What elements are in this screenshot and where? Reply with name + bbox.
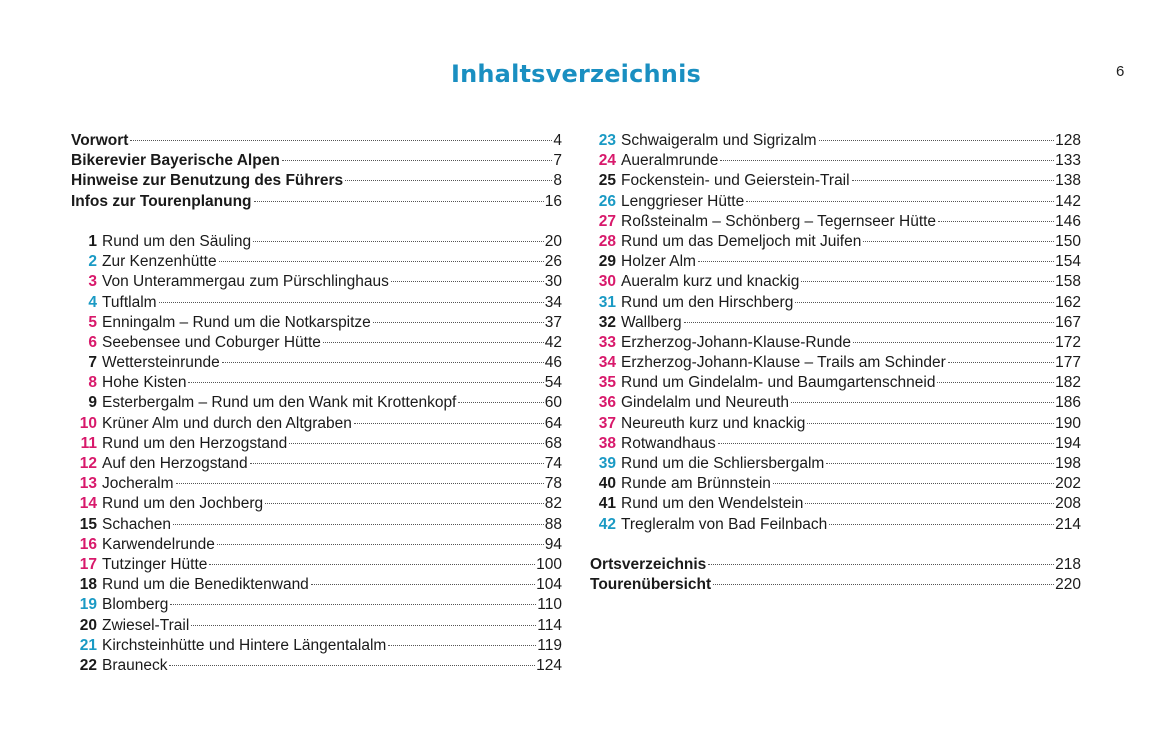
toc-entry-tour[interactable]: [590, 494, 1081, 514]
page-ref: 104: [536, 576, 562, 594]
dot-leader: [173, 524, 544, 525]
tour-list-right: [590, 131, 1081, 535]
page-ref: 78: [544, 475, 562, 493]
tour-title: Neureuth kurz und knackig: [621, 414, 806, 432]
page-ref: 54: [544, 374, 562, 392]
section-title: Hinweise zur Benutzung des Führers: [71, 172, 344, 190]
toc-entry-tour[interactable]: [590, 252, 1081, 272]
tour-number: 25: [598, 172, 616, 190]
tour-title: Kirchsteinhütte und Hintere Längentalalm: [102, 636, 387, 654]
tour-number: 27: [598, 212, 616, 230]
toc-entry[interactable]: [590, 575, 1081, 595]
tour-number: 23: [598, 132, 616, 149]
page-ref: 110: [537, 596, 562, 614]
tour-title: Enningalm – Rund um die Notkarspitze: [102, 313, 371, 331]
page-ref: 100: [536, 555, 562, 573]
tour-number: 33: [598, 333, 616, 351]
page-number: 6: [1116, 63, 1125, 80]
tour-title: Rund um die Benediktenwand: [102, 576, 309, 594]
dot-leader: [826, 463, 1054, 464]
toc-entry-tour[interactable]: [71, 434, 562, 454]
tour-title: Rund um den Säuling: [102, 232, 252, 250]
toc-entry-tour[interactable]: [71, 555, 562, 575]
tour-title: Rund um die Schliersbergalm: [621, 455, 825, 472]
toc-entry-tour[interactable]: [71, 272, 562, 292]
tour-title: Tuftlalm: [102, 293, 157, 311]
tour-number: 24: [598, 152, 616, 170]
toc-entry-tour[interactable]: [590, 434, 1081, 454]
toc-entry-tour[interactable]: [590, 353, 1081, 373]
toc-entry-tour[interactable]: [590, 212, 1081, 232]
tour-title: Krüner Alm und durch den Altgraben: [102, 414, 352, 432]
page-title: Inhaltsverzeichnis: [450, 60, 702, 88]
tour-title: Rund um den Wendelstein: [621, 495, 804, 513]
dot-leader: [265, 503, 544, 504]
tour-number: 15: [79, 515, 97, 533]
page-ref: 167: [1055, 313, 1081, 331]
page-ref: 218: [1055, 555, 1081, 573]
toc-entry-tour[interactable]: [590, 414, 1081, 434]
toc-entry-tour[interactable]: [590, 515, 1081, 535]
page-ref: 158: [1055, 273, 1081, 291]
tour-title: Aueralm kurz und knackig: [621, 273, 800, 291]
dot-leader: [713, 584, 1054, 585]
page-ref: 74: [544, 455, 562, 472]
dot-leader: [795, 302, 1054, 303]
toc-entry-tour[interactable]: [590, 131, 1081, 151]
tour-number: 22: [79, 656, 97, 674]
tour-number: 12: [79, 455, 97, 472]
tour-number: 39: [598, 455, 616, 472]
tour-number: 31: [598, 293, 616, 311]
tour-title: Rotwandhaus: [621, 434, 716, 452]
section-title: Infos zur Tourenplanung: [71, 192, 252, 210]
toc-entry-tour[interactable]: [71, 353, 562, 373]
dot-leader: [853, 342, 1054, 343]
dot-leader: [311, 584, 535, 585]
tour-title: Rund um das Demeljoch mit Juifen: [621, 232, 862, 250]
dot-leader: [801, 281, 1054, 282]
toc-entry-tour[interactable]: [71, 252, 562, 272]
dot-leader: [458, 402, 543, 403]
dot-leader: [698, 261, 1054, 262]
toc-entry[interactable]: [71, 131, 562, 151]
tour-number: 32: [598, 313, 616, 331]
dot-leader: [684, 322, 1055, 323]
tour-list-left: [71, 232, 562, 676]
page-ref: 214: [1055, 515, 1081, 533]
tour-title: Rund um den Jochberg: [102, 495, 264, 513]
toc-entry-tour[interactable]: [71, 454, 562, 474]
tour-title: Schachen: [102, 515, 171, 533]
tour-title: Von Unterammergau zum Pürschlinghaus: [102, 273, 389, 291]
toc-entry-tour[interactable]: [590, 393, 1081, 413]
dot-leader: [159, 302, 544, 303]
page-ref: 186: [1055, 394, 1081, 412]
toc-entry-tour[interactable]: [71, 535, 562, 555]
page-ref: 177: [1055, 354, 1081, 372]
toc-entry-tour[interactable]: [71, 414, 562, 434]
tour-title: Jocheralm: [102, 475, 174, 493]
dot-leader: [863, 241, 1054, 242]
page-ref: 68: [544, 434, 562, 452]
dot-leader: [948, 362, 1054, 363]
dot-leader: [282, 160, 553, 161]
page-ref: 172: [1055, 333, 1081, 351]
dot-leader: [176, 483, 544, 484]
tour-title: Rund um den Hirschberg: [621, 293, 794, 311]
dot-leader: [708, 564, 1054, 565]
page-ref: 64: [544, 414, 562, 432]
toc-entry-tour[interactable]: [71, 474, 562, 494]
toc-entry-tour[interactable]: [590, 333, 1081, 353]
toc-entry-tour[interactable]: [590, 293, 1081, 313]
tour-number: 7: [88, 354, 97, 372]
page-ref: 16: [544, 192, 562, 210]
toc-entry-tour[interactable]: [590, 474, 1081, 494]
tour-title: Lenggrieser Hütte: [621, 192, 745, 210]
page-ref: 37: [544, 313, 562, 331]
page-ref: 34: [544, 293, 562, 311]
dot-leader: [852, 180, 1055, 181]
tour-title: Brauneck: [102, 656, 168, 674]
section-title: Ortsverzeichnis: [590, 555, 707, 573]
tour-number: 20: [79, 616, 97, 634]
toc-entry-tour[interactable]: [71, 232, 562, 252]
tour-number: 37: [598, 414, 616, 432]
front-matter-list: [71, 131, 562, 212]
page-ref: 150: [1055, 232, 1081, 250]
tour-title: Aueralmrunde: [621, 152, 719, 170]
toc-entry-tour[interactable]: [71, 595, 562, 615]
toc-entry[interactable]: [71, 171, 562, 191]
toc-entry-tour[interactable]: [590, 454, 1081, 474]
page-ref: 88: [544, 515, 562, 533]
tour-title: Blomberg: [102, 596, 169, 614]
tour-number: 35: [598, 374, 616, 392]
dot-leader: [254, 201, 544, 202]
page-ref: 128: [1055, 132, 1081, 149]
section-title: Bikerevier Bayerische Alpen: [71, 152, 280, 170]
dot-leader: [938, 221, 1054, 222]
tour-number: 41: [598, 495, 616, 513]
spacer: [71, 212, 562, 232]
dot-leader: [805, 503, 1054, 504]
toc-entry-tour[interactable]: [71, 636, 562, 656]
tour-title: Holzer Alm: [621, 253, 696, 271]
dot-leader: [130, 140, 552, 141]
tour-title: Erzherzog-Johann-Klause-Runde: [621, 333, 852, 351]
tour-number: 2: [88, 253, 97, 271]
tour-number: 36: [598, 394, 616, 412]
tour-number: 13: [79, 475, 97, 493]
tour-number: 4: [88, 293, 97, 311]
tour-number: 9: [88, 394, 97, 412]
dot-leader: [217, 544, 544, 545]
page-ref: 8: [553, 172, 562, 190]
dot-leader: [323, 342, 544, 343]
tour-number: 42: [598, 515, 616, 533]
tour-title: Runde am Brünnstein: [621, 475, 771, 493]
tour-title: Fockenstein- und Geierstein-Trail: [621, 172, 850, 190]
dot-leader: [791, 402, 1054, 403]
tour-number: 21: [79, 636, 97, 654]
toc-column-right: [590, 131, 1081, 595]
tour-title: Rund um Gindelalm- und Baumgartenschneid: [621, 374, 936, 392]
dot-leader: [354, 423, 544, 424]
dot-leader: [720, 160, 1054, 161]
dot-leader: [191, 625, 536, 626]
tour-number: 40: [598, 475, 616, 493]
dot-leader: [170, 604, 536, 605]
tour-number: 5: [88, 313, 97, 331]
toc-entry-tour[interactable]: [71, 515, 562, 535]
page-ref: 7: [553, 152, 562, 170]
toc-entry-tour[interactable]: [71, 494, 562, 514]
tour-title: Rund um den Herzogstand: [102, 434, 288, 452]
tour-title: Tregleralm von Bad Feilnbach: [621, 515, 828, 533]
toc-entry-tour[interactable]: [590, 232, 1081, 252]
dot-leader: [746, 201, 1054, 202]
dot-leader: [819, 140, 1055, 141]
page-ref: 82: [544, 495, 562, 513]
tour-number: 16: [79, 535, 97, 553]
tour-number: 26: [598, 192, 616, 210]
toc-entry-tour[interactable]: [71, 373, 562, 393]
dot-leader: [829, 524, 1054, 525]
tour-title: Hohe Kisten: [102, 374, 187, 392]
dot-leader: [391, 281, 544, 282]
tour-title: Zwiesel-Trail: [102, 616, 190, 634]
toc-entry-tour[interactable]: [71, 333, 562, 353]
tour-title: Erzherzog-Johann-Klause – Trails am Schinder: [621, 354, 946, 372]
page-ref: 182: [1055, 374, 1081, 392]
toc-entry-tour[interactable]: [590, 373, 1081, 393]
dot-leader: [188, 382, 543, 383]
toc-entry[interactable]: [590, 555, 1081, 575]
tour-number: 17: [79, 555, 97, 573]
page-ref: 133: [1055, 152, 1081, 170]
tour-title: Schwaigeralm und Sigrizalm: [621, 132, 817, 149]
toc-entry-tour[interactable]: [71, 313, 562, 333]
toc-entry-tour[interactable]: [71, 575, 562, 595]
tour-title: Seebensee und Coburger Hütte: [102, 333, 321, 351]
toc-entry-tour[interactable]: [590, 171, 1081, 191]
tour-number: 19: [79, 596, 97, 614]
tour-number: 28: [598, 232, 616, 250]
tour-number: 3: [88, 273, 97, 291]
toc-entry-tour[interactable]: [71, 393, 562, 413]
tour-title: Wallberg: [621, 313, 682, 331]
page-ref: 4: [553, 132, 562, 149]
dot-leader: [773, 483, 1054, 484]
back-matter-list: [590, 555, 1081, 595]
tour-title: Gindelalm und Neureuth: [621, 394, 790, 412]
page-ref: 60: [544, 394, 562, 412]
dot-leader: [222, 362, 544, 363]
page-ref: 124: [536, 656, 562, 674]
tour-number: 29: [598, 253, 616, 271]
toc-entry-tour[interactable]: [590, 272, 1081, 292]
page-ref: 198: [1055, 455, 1081, 472]
page-ref: 114: [537, 616, 562, 634]
page-ref: 46: [544, 354, 562, 372]
tour-title: Wettersteinrunde: [102, 354, 220, 372]
dot-leader: [250, 463, 544, 464]
page-ref: 138: [1055, 172, 1081, 190]
page-ref: 20: [544, 232, 562, 250]
tour-title: Zur Kenzenhütte: [102, 253, 217, 271]
dot-leader: [388, 645, 536, 646]
toc-entry-tour[interactable]: [590, 192, 1081, 212]
dot-leader: [219, 261, 544, 262]
tour-number: 10: [79, 414, 97, 432]
tour-title: Tutzinger Hütte: [102, 555, 208, 573]
dot-leader: [937, 382, 1054, 383]
tour-number: 34: [598, 354, 616, 372]
page-ref: 190: [1055, 414, 1081, 432]
page-ref: 154: [1055, 253, 1081, 271]
page-ref: 194: [1055, 434, 1081, 452]
tour-title: Roßsteinalm – Schönberg – Tegernseer Hütte: [621, 212, 937, 230]
dot-leader: [253, 241, 544, 242]
page-ref: 26: [544, 253, 562, 271]
toc-entry-tour[interactable]: [71, 656, 562, 676]
page-ref: 142: [1055, 192, 1081, 210]
section-title: Vorwort: [71, 132, 129, 149]
tour-title: Karwendelrunde: [102, 535, 215, 553]
page-ref: 220: [1055, 576, 1081, 594]
toc-entry[interactable]: [71, 151, 562, 171]
tour-number: 1: [88, 232, 97, 250]
tour-number: 6: [88, 333, 97, 351]
page-ref: 30: [544, 273, 562, 291]
tour-number: 8: [88, 374, 97, 392]
dot-leader: [345, 180, 552, 181]
tour-number: 38: [598, 434, 616, 452]
page-ref: 208: [1055, 495, 1081, 513]
toc-entry-tour[interactable]: [590, 151, 1081, 171]
dot-leader: [209, 564, 535, 565]
toc-entry[interactable]: [71, 192, 562, 212]
tour-title: Auf den Herzogstand: [102, 455, 248, 472]
toc-entry-tour[interactable]: [71, 293, 562, 313]
page-ref: 202: [1055, 475, 1081, 493]
page-ref: 94: [544, 535, 562, 553]
toc-entry-tour[interactable]: [71, 616, 562, 636]
toc-column-left: [71, 131, 562, 676]
section-title: Tourenübersicht: [590, 576, 712, 594]
dot-leader: [807, 423, 1054, 424]
page-ref: 42: [544, 333, 562, 351]
tour-number: 18: [79, 576, 97, 594]
tour-number: 30: [598, 273, 616, 291]
dot-leader: [373, 322, 544, 323]
dot-leader: [169, 665, 535, 666]
dot-leader: [718, 443, 1054, 444]
page-ref: 162: [1055, 293, 1081, 311]
spacer: [590, 535, 1081, 555]
page-ref: 119: [537, 636, 562, 654]
tour-title: Esterbergalm – Rund um den Wank mit Krottenkopf: [102, 394, 457, 412]
dot-leader: [289, 443, 543, 444]
page-ref: 146: [1055, 212, 1081, 230]
tour-number: 14: [79, 495, 97, 513]
toc-entry-tour[interactable]: [590, 313, 1081, 333]
tour-number: 11: [80, 434, 97, 452]
